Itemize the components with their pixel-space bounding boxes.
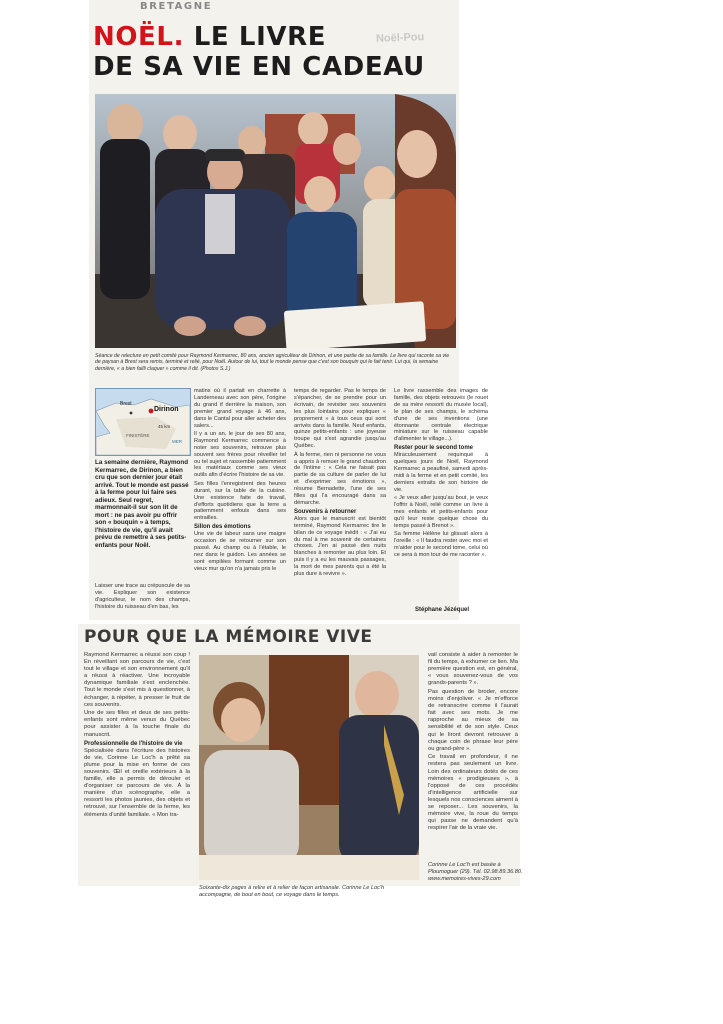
article1-column-3 (294, 388, 386, 616)
contact-text: Corinne Le Loc'h est basée à Ploumoguer (29). Tél. 02.98.89.36.80. (428, 862, 523, 875)
map-sea-label: MER (172, 439, 182, 444)
article-headline (93, 22, 425, 82)
paragraph: Raymond Kermarrec a réussi son coup ! En réveillant son parcours de vie, c'est tout le village et son environnement qu'il a réussi à réactiver. Une incroyable dynamique familiale s'est enclenchée. Tout le monde s'est mis à questionner, à échanger, à répéter, à presser le fruit de ces souvenirs. (84, 652, 190, 708)
paragraph: À la ferme, rien ni personne ne vous a appris à remuer le grand chaudron de l'intime : « Cela ne faisait pas partie de sa culture de parler de lui et d'exprimer ses émotions », résume Bernadette, l'une de ses filles qui l'a encouragé dans sa démarche. (294, 451, 386, 506)
article2-title: POUR QUE LA MÉMOIRE VIVE (84, 627, 373, 647)
paragraph: matins où il partait en charrette à Landerneau avec son père, l'origine du grand if derrière la maison, son premier grand voyage à 46 ans, dans le Cantal pour aller acheter des salers... (194, 388, 286, 429)
map-brest-label: Brest (120, 401, 132, 407)
paragraph: Le livre rassemble des images de famille, des objets retrouvés (le rouet de sa mère ressorti du musée local), le plan de ses champs, le schéma d'une de ses inventions (une étonnante centrale électrique miniature sur le ruisseau capable d'alimenter le village...). (394, 388, 488, 443)
contact-info (428, 862, 528, 883)
paragraph: Miraculeusement requinqué à quelques jours de Noël, Raymond Kermarrec a peaufiné, samedi après-midi à la ferme et en petit comité, les derniers extraits de son histoire de vie. (394, 452, 488, 493)
paragraph: Il y a un an, le jour de ses 80 ans, Raymond Kermarrec commence à noter ses souvenirs, retrouve plus souvent ses frères pour réveiller tel ou tel sujet et rassemble patiemment les matériaux comme ses vieux outils afin d'écrire l'histoire de sa vie. (194, 430, 286, 479)
paragraph: Une de ses filles et deux de ses petits-enfants sont même venus du Québec pour assister à la touche finale du manuscrit. (84, 710, 190, 738)
headline-red-word: NOËL. (93, 22, 185, 52)
article1-column-1 (95, 583, 190, 613)
subheading: Sillon des émotions (194, 524, 251, 531)
location-map (95, 388, 191, 456)
paragraph: Une vie de labeur sans une maigre occasion de se retourner sur son passé. Au champ ou à l'étable, le nez dans le guidon. Les années se sont empilées formant comme un vieux mur qu'on n'a jamais pris le (194, 531, 286, 572)
subheading: Souvenirs à retourner (294, 508, 357, 515)
paragraph: Ses filles l'enregistrent des heures durant, sur la table de la cuisine. Une existence faite de travail, d'efforts quotidiens que la terre a patiemment enfouis dans ses entrailles. (194, 480, 286, 522)
headline-line2: DE SA VIE EN CADEAU (93, 52, 425, 82)
subheading: Professionnelle de l'histoire de vie (84, 740, 183, 747)
byline: Stéphane Jézéquel (415, 607, 470, 613)
interview-photo (199, 655, 419, 880)
paragraph: Pas question de broder, encore moins d'enjoliver. « Je m'efforce de retranscrire comme il l'aurait fait avec ses mots. Je me rapproche au mieux de sa sensibilité et de son style. Ceux qui le liront devront retrouver à chaque coin de phrase leur père ou grand-père ». (428, 688, 518, 752)
paragraph: Sa femme Hélène lui glissait alors à l'oreille : « Il faudra rester avec moi et m'aider pour le second tome, celui où ce sera à mon tour de me raconter ». (394, 531, 488, 558)
paragraph: Spécialisée dans l'écriture des histoires de vie, Corinne Le Loc'h a prêté sa plume pour la mise en forme de ces souvenirs. Œil et oreille extérieurs à la famille, elle a permis de dérouler et d'organiser ce parcours de vie. À la manière d'un scénographe, elle a ressorti les photos jaunies, des objets et retrouvé, sur l'ensemble de la ferme, les éléments d'unité familiale. « Mon tra- (84, 747, 190, 818)
map-scale-label: 45 km (158, 424, 171, 429)
map-city-label: Dirinon (154, 406, 179, 413)
paragraph: Alors que le manuscrit est bientôt terminé, Raymond Kermarrec tire le bilan de ce voyage inédit : « J'ai eu du mal à me souvenir de certaines choses. J'en ai passé des nuits blanches à remonter au plus loin. Et puis il y a eu les mauvais passages, la mort de mes parents qui a été la plus dure à revivre ». (294, 515, 386, 578)
paragraph: Laisser une trace au crépuscule de sa vie. Expliquer son existence d'agriculteur, le nom des champs, l'histoire du ruisseau d'en bas, les (95, 583, 190, 610)
photo-caption-top: Séance de relecture en petit comité pour Raymond Kermarrec, 80 ans, ancien agriculteur de Dirinon, et une partie de sa famille. Le livre qui raconte sa vie de paysan à Brest sera remis, terminé et relié, pour Noël. Autour de lui, tout le monde pense que c'est son bouquin qui le fait tenir. Lui qui, la semaine dernière, « a bien failli claquer » comme il dit. (Photos S.J.) (95, 353, 450, 372)
paragraph: temps de regarder. Pas le temps de s'épancher, de se prendre pour un écrivain, de revisiter ses souvenirs les plus lointains pour expliquer « proprement » à tous ceux qui sont arrivés dans la famille. Neuf enfants, quinze petits-enfants : une joyeuse troupe qui s'est agrandie jusqu'au Québec. (294, 388, 386, 450)
headline-line1: LE LIVRE (193, 22, 327, 52)
contact-website: www.memoires-vives-29.com (428, 876, 501, 882)
paragraph: vail consiste à aider à remonter le fil du temps, à exhumer ce lien. Ma première question est, en général, « vous souvenez-vous de vos grands-parents ? ». (428, 652, 518, 687)
paragraph: « Je veux aller jusqu'au bout, je veux l'offrir à Noël, relié comme un livre à mes enfants et petits-enfants pour qu'il leur reste quelque chose du temps passé à Brenot ». (394, 495, 488, 529)
subheading: Rester pour le second tome (394, 445, 474, 452)
article1-column-4 (394, 388, 488, 606)
family-photo (95, 94, 456, 348)
photo-caption-bottom: Soixante-dix pages à relire et à relier de façon artisanale. Corinne Le Loc'h accompagne, de bout en bout, ce voyage dans le temps. (199, 885, 385, 898)
bleed-through-text: Noël-Pou (375, 31, 425, 45)
section-kicker: BRETAGNE (140, 1, 213, 12)
article2-column-1 (84, 652, 190, 882)
article2-column-3 (428, 652, 518, 857)
map-region-label: FINISTÈRE (126, 433, 150, 438)
lead-paragraph: La semaine dernière, Raymond Kermarrec, de Dirinon, a bien cru que son dernier jour était arrivé. Tout le monde est passé à la ferme pour lui faire ses adieux. Seul regret, marmonnait-il sur son lit de mort : ne pas avoir pu offrir son « bouquin » à temps, l'histoire de vie, qu'il avait prévu de remettre à ses petits-enfants pour Noël. (95, 459, 189, 549)
article1-column-2 (194, 388, 286, 616)
paragraph: Ce travail en profondeur, il ne restera pas seulement un livre. Loin des ordinateurs dotés de ces mémoires « prodigieuses », à l'opposé de ces procédés d'intelligence artificielle sur lesquels nos consciences aiment à se reposer... Les souvenirs, la mémoire vive, la roue du temps qui passe ne demandent qu'à respirer l'air de la vraie vie. (428, 754, 518, 832)
